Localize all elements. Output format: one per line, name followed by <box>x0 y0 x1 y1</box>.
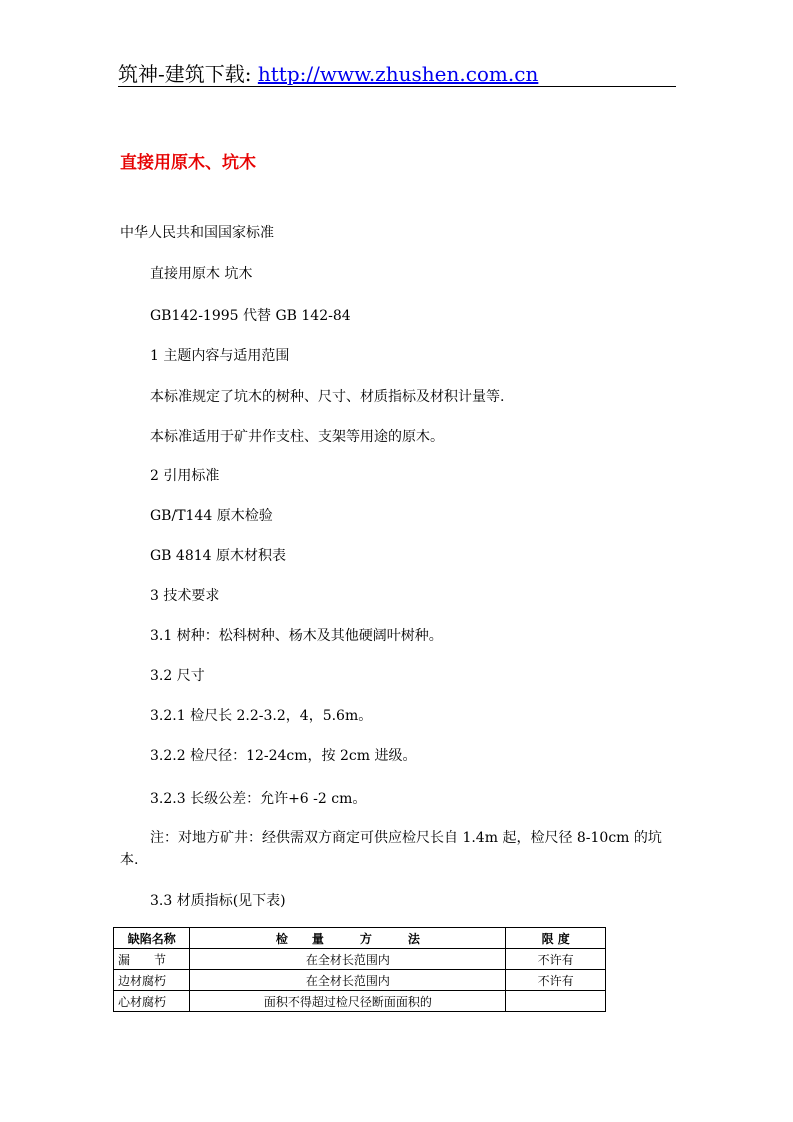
cell-defect-name: 漏 节 <box>114 949 190 970</box>
defect-table <box>113 927 606 1012</box>
header-site-label: 筑神-建筑下载: <box>118 62 258 86</box>
section-1-paragraph-2: 本标准适用于矿井作支柱、支架等用途的原木。 <box>150 429 444 445</box>
cell-defect-name: 边材腐朽 <box>114 970 190 991</box>
page-header <box>118 56 676 87</box>
section-3-heading: 3 技术要求 <box>150 588 220 604</box>
section-3-1: 3.1 树种：松科树种、杨木及其他硬阔叶树种。 <box>150 628 443 644</box>
issuer-line: 中华人民共和国国家标准 <box>120 225 274 241</box>
header-text <box>118 58 538 87</box>
cell-method: 在全材长范围内 <box>190 970 506 991</box>
doc-title-line: 直接用原木 坑木 <box>150 266 253 282</box>
section-3-2-1: 3.2.1 检尺长 2.2-3.2，4，5.6m。 <box>150 708 373 724</box>
reference-2: GB 4814 原木材积表 <box>150 548 287 564</box>
header-method: 检 量 方 法 <box>190 928 506 949</box>
document-title: 直接用原木、坑木 <box>120 153 256 173</box>
header-url-link[interactable]: http://www.zhushen.com.cn <box>257 62 539 86</box>
cell-method: 在全材长范围内 <box>190 949 506 970</box>
reference-1: GB/T144 原木检验 <box>150 508 273 524</box>
standard-number: GB142-1995 代替 GB 142-84 <box>150 308 351 324</box>
section-3-3: 3.3 材质指标(见下表) <box>150 893 286 909</box>
cell-defect-name: 心材腐朽 <box>114 991 190 1012</box>
cell-method: 面积不得超过检尺径断面面积的 <box>190 991 506 1012</box>
cell-limit <box>506 991 606 1012</box>
header-defect-name: 缺陷名称 <box>114 928 190 949</box>
cell-limit: 不许有 <box>506 970 606 991</box>
section-2-heading: 2 引用标准 <box>150 468 220 484</box>
note-paragraph: 注：对地方矿井：经供需双方商定可供应检尺长自 1.4m 起，检尺径 8-10cm 的坑本. <box>120 830 662 868</box>
section-1-paragraph-1: 本标准规定了坑木的树种、尺寸、材质指标及材积计量等. <box>150 389 505 405</box>
section-1-heading: 1 主题内容与适用范围 <box>150 348 290 364</box>
table-row <box>114 970 606 991</box>
table-row <box>114 991 606 1012</box>
table-row <box>114 949 606 970</box>
header-limit: 限 度 <box>506 928 606 949</box>
section-3-2-2: 3.2.2 检尺径：12-24cm，按 2cm 进级。 <box>150 748 417 764</box>
table-header-row <box>114 928 606 949</box>
section-3-2: 3.2 尺寸 <box>150 668 205 684</box>
section-3-2-3: 3.2.3 长级公差：允许+6 -2 cm。 <box>150 791 367 807</box>
cell-limit: 不许有 <box>506 949 606 970</box>
